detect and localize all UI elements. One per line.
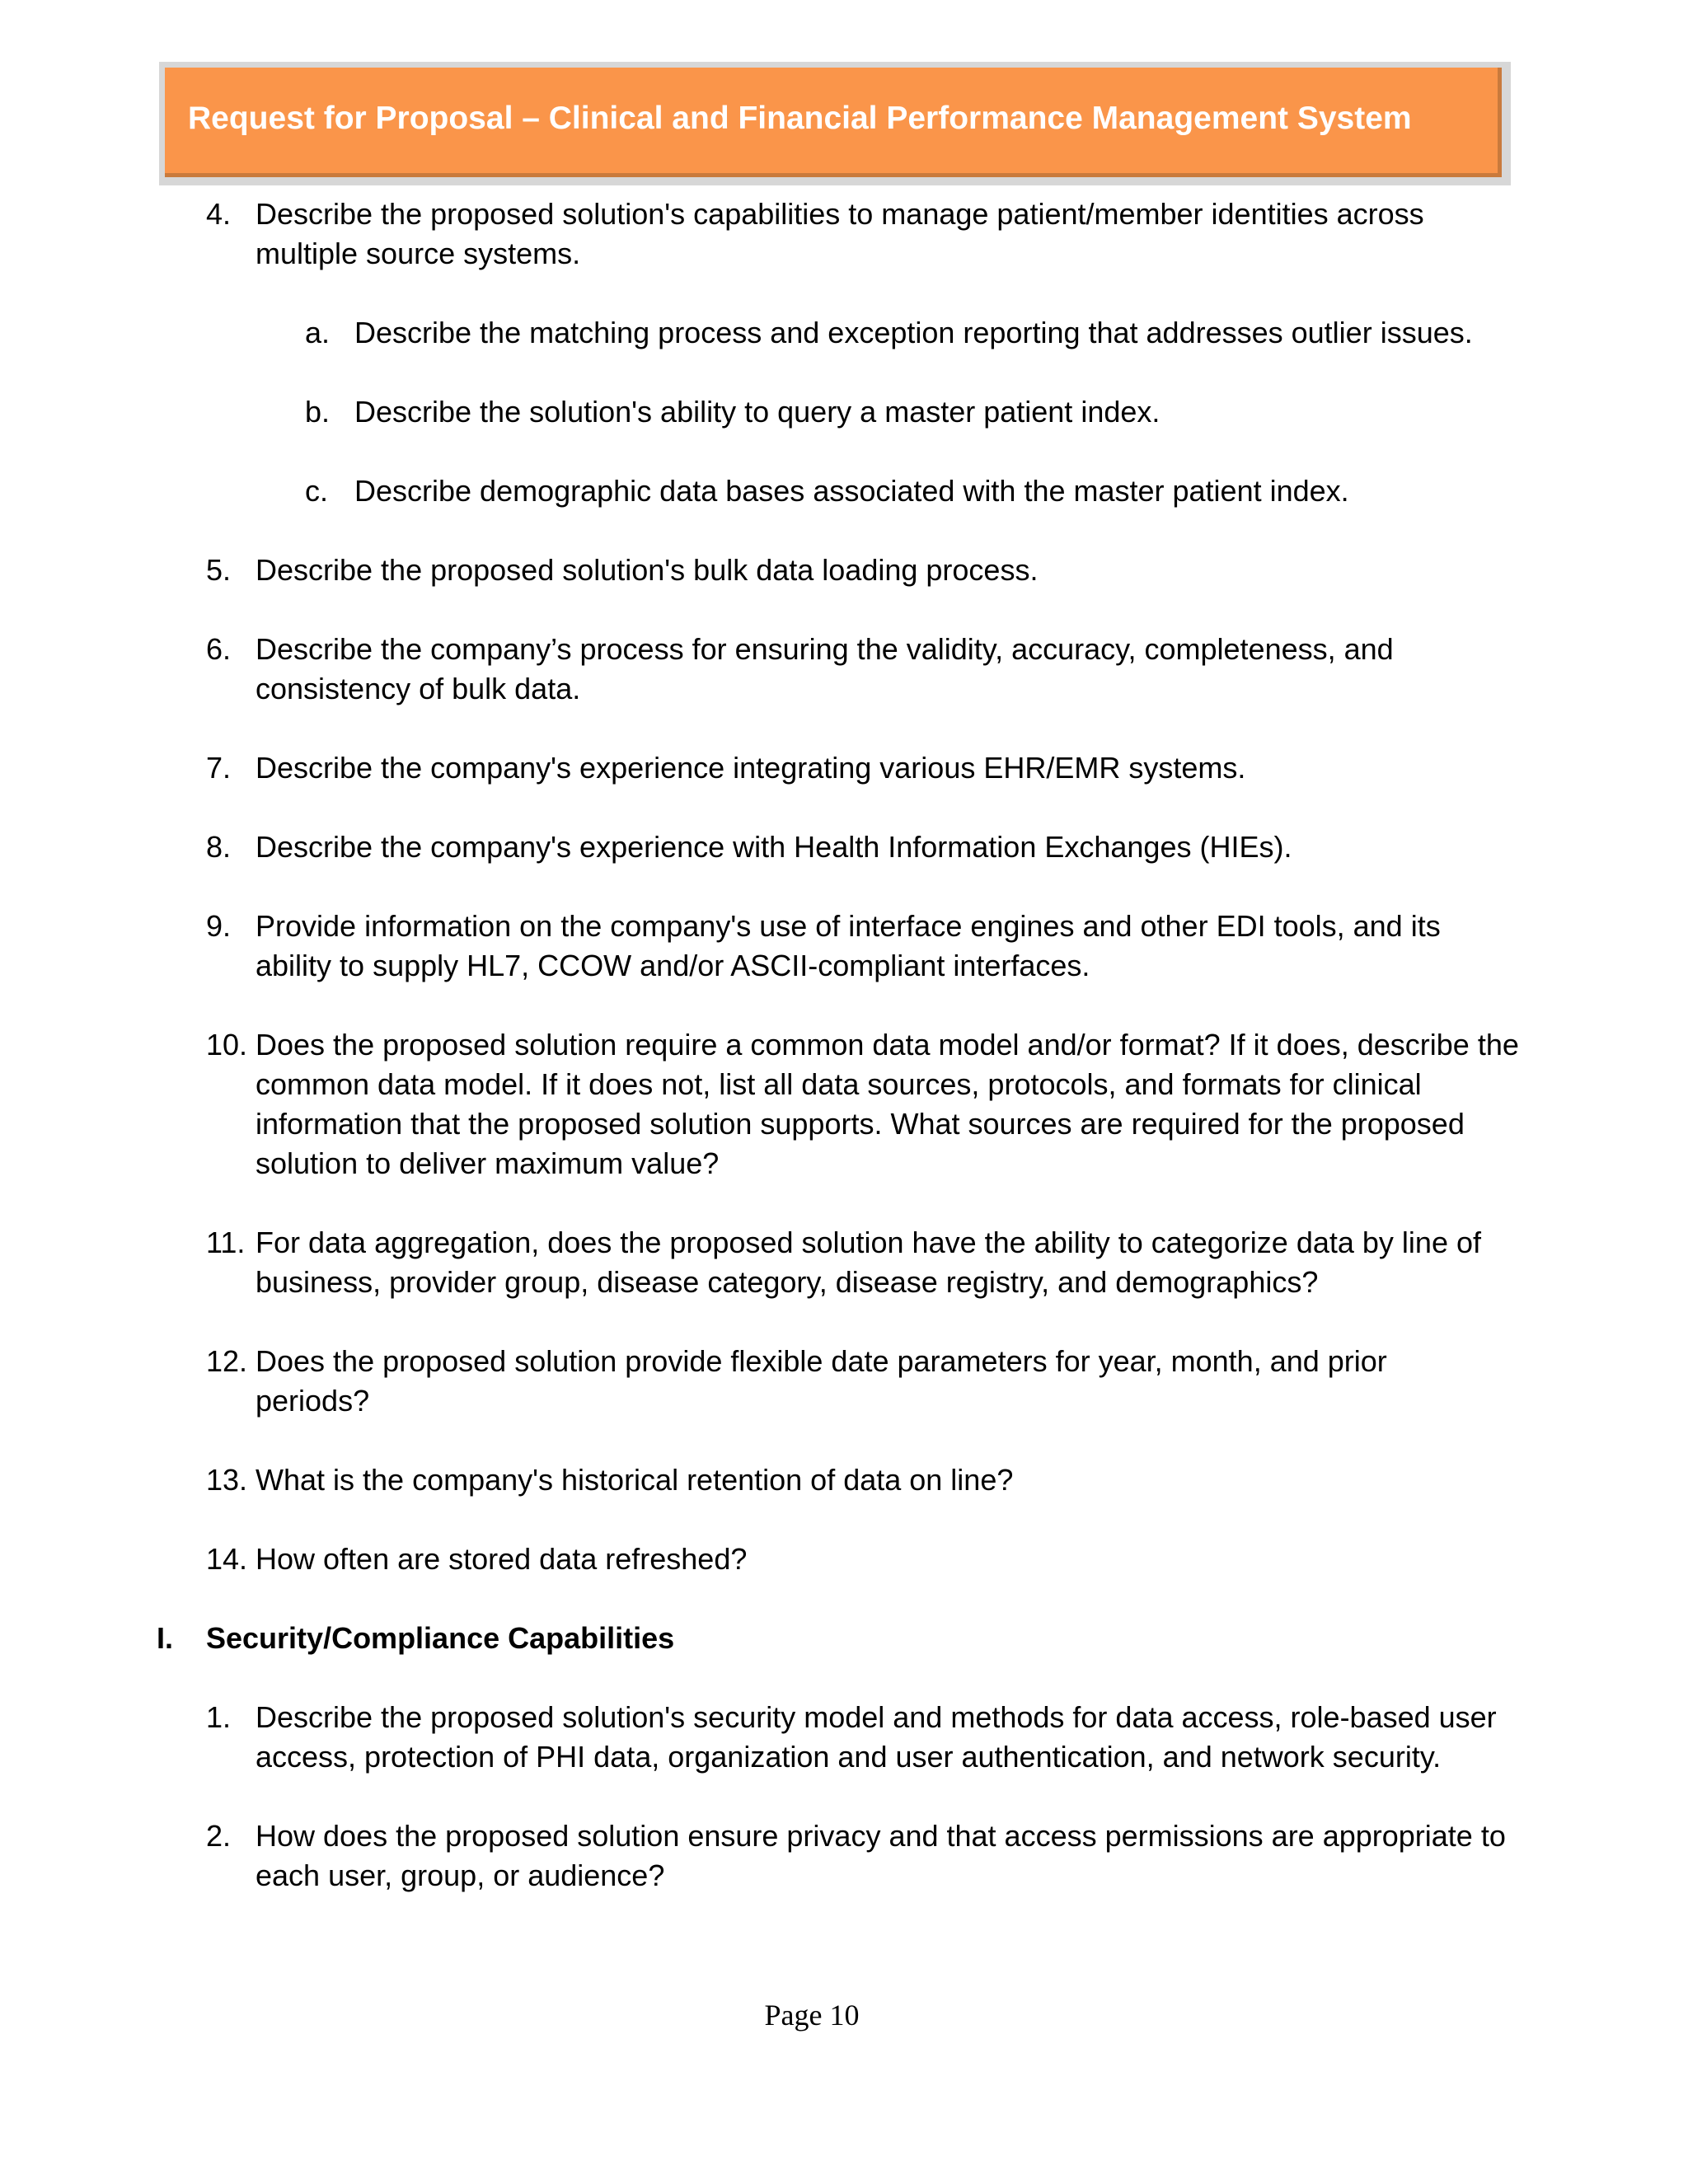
document-title: Request for Proposal – Clinical and Financial Performance Management System — [188, 101, 1412, 136]
item-text: Does the proposed solution provide flexible date parameters for year, month, and prior periods? — [256, 1344, 1387, 1418]
item-letter: c. — [305, 474, 329, 508]
item-number: 5. — [206, 553, 232, 587]
item-number: 4. — [206, 197, 232, 231]
item-number: 9. — [206, 909, 232, 943]
item-number: 2. — [206, 1819, 232, 1853]
item-number: 8. — [206, 830, 232, 864]
item-text: Does the proposed solution require a common data model and/or format? If it does, describe the common data model. If it does not, list all data sources, protocols, and formats for clinical information that the proposed solution supports. What sources are required for the proposed solution to deliver maximum value? — [256, 1028, 1519, 1180]
item-text: How does the proposed solution ensure privacy and that access permissions are appropriate to each user, group, or audience? — [256, 1819, 1506, 1892]
item-text: Describe the company’s process for ensuring the validity, accuracy, completeness, and consistency of bulk data. — [256, 632, 1394, 705]
item-text: Describe the proposed solution's capabilities to manage patient/member identities across multiple source systems. — [256, 197, 1424, 270]
item-text: For data aggregation, does the proposed solution have the ability to categorize data by line of business, provider group, disease category, disease registry, and demographics? — [256, 1226, 1481, 1299]
item-text: Describe the solution's ability to query a master patient index. — [354, 395, 1160, 429]
item-number: 1. — [206, 1700, 232, 1734]
section-title: Security/Compliance Capabilities — [206, 1621, 675, 1655]
item-number: 10. — [206, 1028, 248, 1062]
section-number: I. — [157, 1621, 174, 1655]
item-text: Describe demographic data bases associated with the master patient index. — [354, 474, 1349, 508]
item-number: 6. — [206, 632, 232, 666]
page-number: Page 10 — [764, 1999, 860, 2032]
item-text: What is the company's historical retention of data on line? — [256, 1463, 1014, 1497]
item-text: Describe the proposed solution's bulk data loading process. — [256, 553, 1039, 587]
item-text: How often are stored data refreshed? — [256, 1542, 748, 1576]
item-letter: a. — [305, 316, 331, 349]
item-text: Describe the matching process and exception reporting that addresses outlier issues. — [354, 316, 1473, 349]
item-text: Provide information on the company's use of interface engines and other EDI tools, and its ability to supply HL7, CCOW and/or ASCII-compliant interfaces. — [256, 909, 1441, 982]
item-number: 13. — [206, 1463, 248, 1497]
document-header — [165, 68, 1502, 177]
item-number: 12. — [206, 1344, 248, 1378]
item-number: 11. — [206, 1226, 246, 1259]
item-text: Describe the proposed solution's security model and methods for data access, role-based user access, protection of PHI data, organization and user authentication, and network security. — [256, 1700, 1497, 1774]
item-text: Describe the company's experience integrating various EHR/EMR systems. — [256, 751, 1246, 785]
item-letter: b. — [305, 395, 331, 429]
item-number: 14. — [206, 1542, 248, 1576]
item-text: Describe the company's experience with Health Information Exchanges (HIEs). — [256, 830, 1292, 864]
item-number: 7. — [206, 751, 232, 785]
